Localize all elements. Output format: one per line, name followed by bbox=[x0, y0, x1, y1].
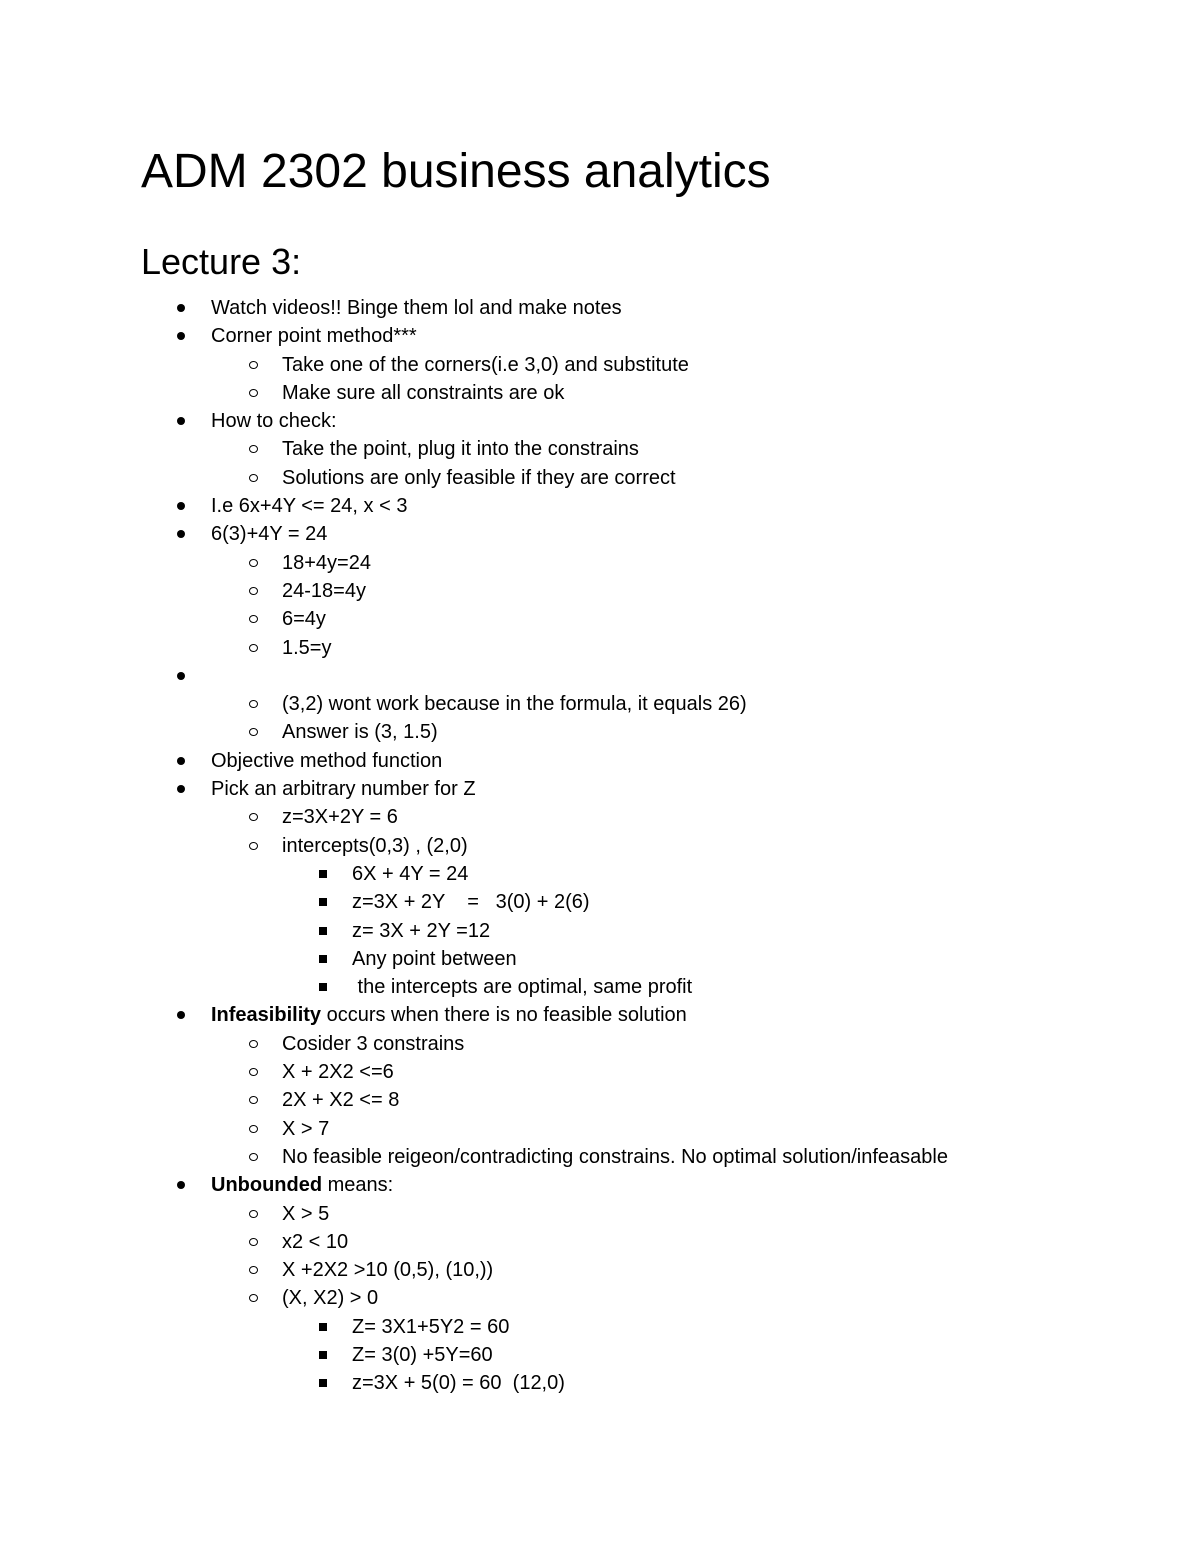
filled-circle-bullet-icon bbox=[177, 662, 193, 690]
list-item-body: Corner point method*** bbox=[211, 325, 417, 348]
list-item-body: 1.5=y bbox=[282, 636, 332, 659]
list-item-text bbox=[282, 351, 689, 379]
hollow-circle-bullet-icon bbox=[249, 1086, 265, 1114]
filled-circle-bullet-icon bbox=[177, 407, 193, 435]
list-item-text bbox=[352, 888, 590, 916]
list-item bbox=[0, 294, 1200, 322]
list-item-text bbox=[282, 634, 331, 662]
hollow-circle-bullet-icon bbox=[249, 690, 265, 718]
list-item-text bbox=[352, 1313, 509, 1341]
list-item bbox=[0, 464, 1200, 492]
list-item-body: z=3X + 5(0) = 60 (12,0) bbox=[352, 1372, 565, 1395]
hollow-circle-bullet-icon bbox=[249, 1058, 265, 1086]
list-item-text bbox=[282, 1228, 348, 1256]
filled-circle-bullet-icon bbox=[177, 294, 193, 322]
list-item-body: Cosider 3 constrains bbox=[282, 1032, 465, 1055]
list-item-body: I.e 6x+4Y <= 24, x < 3 bbox=[211, 495, 408, 518]
list-item-body: No feasible reigeon/contradicting constrains. No optimal solution/infeasable bbox=[282, 1145, 948, 1168]
list-item-text bbox=[282, 803, 398, 831]
hollow-circle-bullet-icon bbox=[249, 1030, 265, 1058]
list-item-text bbox=[282, 464, 676, 492]
list-item-body: Z= 3X1+5Y2 = 60 bbox=[352, 1315, 510, 1338]
list-item bbox=[0, 1143, 1200, 1171]
list-item-body: Solutions are only feasible if they are correct bbox=[282, 466, 676, 489]
list-item-body: occurs when there is no feasible solution bbox=[321, 1004, 687, 1027]
filled-circle-bullet-icon bbox=[177, 775, 193, 803]
list-item bbox=[0, 1171, 1200, 1199]
list-item-text bbox=[282, 1058, 394, 1086]
square-bullet-icon bbox=[319, 888, 335, 916]
hollow-circle-bullet-icon bbox=[249, 1115, 265, 1143]
list-item bbox=[0, 945, 1200, 973]
list-item-body: the intercepts are optimal, same profit bbox=[352, 976, 693, 999]
hollow-circle-bullet-icon bbox=[249, 1143, 265, 1171]
filled-circle-bullet-icon bbox=[177, 322, 193, 350]
list-item-text bbox=[211, 492, 407, 520]
list-item-text bbox=[211, 520, 327, 548]
document-title: ADM 2302 business analytics bbox=[141, 145, 771, 198]
list-item-text bbox=[211, 747, 442, 775]
list-item-text bbox=[282, 690, 747, 718]
list-item bbox=[0, 1058, 1200, 1086]
list-item-body: z=3X + 2Y = 3(0) + 2(6) bbox=[352, 891, 590, 914]
list-item-term: Unbounded bbox=[211, 1174, 323, 1197]
list-item-text bbox=[352, 1369, 565, 1397]
square-bullet-icon bbox=[319, 1369, 335, 1397]
hollow-circle-bullet-icon bbox=[249, 832, 265, 860]
hollow-circle-bullet-icon bbox=[249, 1284, 265, 1312]
list-item-text bbox=[282, 1030, 464, 1058]
filled-circle-bullet-icon bbox=[177, 520, 193, 548]
list-item bbox=[0, 1030, 1200, 1058]
list-item-text bbox=[282, 1086, 399, 1114]
list-item bbox=[0, 747, 1200, 775]
list-item-body: X + 2X2 <=6 bbox=[282, 1061, 394, 1084]
list-item bbox=[0, 803, 1200, 831]
hollow-circle-bullet-icon bbox=[249, 351, 265, 379]
list-item bbox=[0, 860, 1200, 888]
list-item-body: Z= 3(0) +5Y=60 bbox=[352, 1343, 493, 1366]
hollow-circle-bullet-icon bbox=[249, 718, 265, 746]
list-item bbox=[0, 1341, 1200, 1369]
list-item-body: Any point between bbox=[352, 947, 517, 970]
list-item bbox=[0, 690, 1200, 718]
filled-circle-bullet-icon bbox=[177, 1171, 193, 1199]
list-item-text bbox=[352, 860, 468, 888]
hollow-circle-bullet-icon bbox=[249, 549, 265, 577]
list-item bbox=[0, 407, 1200, 435]
list-item-text bbox=[282, 379, 564, 407]
list-item bbox=[0, 435, 1200, 463]
list-item bbox=[0, 634, 1200, 662]
list-item-text bbox=[282, 1284, 378, 1312]
hollow-circle-bullet-icon bbox=[249, 464, 265, 492]
square-bullet-icon bbox=[319, 1313, 335, 1341]
list-item bbox=[0, 379, 1200, 407]
list-item-body: Take one of the corners(i.e 3,0) and substitute bbox=[282, 353, 689, 376]
list-item bbox=[0, 520, 1200, 548]
list-item bbox=[0, 775, 1200, 803]
list-item-body: means: bbox=[322, 1174, 394, 1197]
square-bullet-icon bbox=[319, 917, 335, 945]
list-item-body: Answer is (3, 1.5) bbox=[282, 721, 438, 744]
lecture-heading: Lecture 3: bbox=[141, 241, 302, 282]
list-item-text bbox=[282, 435, 639, 463]
list-item-text bbox=[282, 605, 326, 633]
list-item-body: How to check: bbox=[211, 410, 337, 433]
list-item-body: x2 < 10 bbox=[282, 1230, 349, 1253]
square-bullet-icon bbox=[319, 1341, 335, 1369]
list-item-body: 24-18=4y bbox=[282, 579, 366, 602]
hollow-circle-bullet-icon bbox=[249, 634, 265, 662]
list-item-body: 6=4y bbox=[282, 608, 326, 631]
list-item-body: 18+4y=24 bbox=[282, 551, 371, 574]
hollow-circle-bullet-icon bbox=[249, 1200, 265, 1228]
list-item bbox=[0, 549, 1200, 577]
list-item-body: Make sure all constraints are ok bbox=[282, 381, 565, 404]
list-item-text bbox=[211, 1171, 393, 1199]
list-item-body: Objective method function bbox=[211, 749, 443, 772]
list-item bbox=[0, 888, 1200, 916]
list-item bbox=[0, 1228, 1200, 1256]
list-item-body: 6X + 4Y = 24 bbox=[352, 862, 469, 885]
hollow-circle-bullet-icon bbox=[249, 577, 265, 605]
square-bullet-icon bbox=[319, 973, 335, 1001]
list-item-text bbox=[352, 973, 692, 1001]
hollow-circle-bullet-icon bbox=[249, 435, 265, 463]
list-item-text bbox=[211, 1001, 687, 1029]
filled-circle-bullet-icon bbox=[177, 1001, 193, 1029]
list-item-body: Take the point, plug it into the constrains bbox=[282, 438, 639, 461]
list-item-body: (3,2) wont work because in the formula, it equals 26) bbox=[282, 693, 747, 716]
list-item bbox=[0, 351, 1200, 379]
notes-outline bbox=[0, 294, 1200, 1398]
list-item-text bbox=[352, 917, 490, 945]
list-item-body: Pick an arbitrary number for Z bbox=[211, 778, 476, 801]
list-item bbox=[0, 1001, 1200, 1029]
list-item bbox=[0, 832, 1200, 860]
list-item-text bbox=[282, 577, 366, 605]
hollow-circle-bullet-icon bbox=[249, 1228, 265, 1256]
hollow-circle-bullet-icon bbox=[249, 1256, 265, 1284]
list-item bbox=[0, 917, 1200, 945]
list-item bbox=[0, 1313, 1200, 1341]
hollow-circle-bullet-icon bbox=[249, 605, 265, 633]
list-item-body: z= 3X + 2Y =12 bbox=[352, 919, 491, 942]
hollow-circle-bullet-icon bbox=[249, 379, 265, 407]
list-item bbox=[0, 1256, 1200, 1284]
list-item bbox=[0, 492, 1200, 520]
list-item-text bbox=[352, 945, 517, 973]
list-item bbox=[0, 1115, 1200, 1143]
list-item-text bbox=[211, 294, 622, 322]
list-item-text bbox=[211, 775, 476, 803]
list-item-text bbox=[211, 407, 337, 435]
list-item bbox=[0, 718, 1200, 746]
list-item-term: Infeasibility bbox=[211, 1004, 322, 1027]
list-item bbox=[0, 662, 1200, 690]
list-item-body: X > 7 bbox=[282, 1117, 330, 1140]
list-item-body: X > 5 bbox=[282, 1202, 330, 1225]
filled-circle-bullet-icon bbox=[177, 492, 193, 520]
list-item-text bbox=[282, 1143, 948, 1171]
list-item bbox=[0, 973, 1200, 1001]
list-item-text bbox=[282, 718, 438, 746]
hollow-circle-bullet-icon bbox=[249, 803, 265, 831]
list-item-body: Watch videos!! Binge them lol and make notes bbox=[211, 297, 622, 319]
list-item-text bbox=[352, 1341, 493, 1369]
list-item bbox=[0, 1086, 1200, 1114]
list-item-text bbox=[282, 549, 371, 577]
square-bullet-icon bbox=[319, 945, 335, 973]
list-item-text bbox=[211, 322, 417, 350]
filled-circle-bullet-icon bbox=[177, 747, 193, 775]
list-item bbox=[0, 577, 1200, 605]
list-item-text bbox=[282, 1115, 329, 1143]
list-item-body: 2X + X2 <= 8 bbox=[282, 1089, 400, 1112]
list-item bbox=[0, 1284, 1200, 1312]
list-item-text bbox=[282, 1200, 329, 1228]
list-item-body: z=3X+2Y = 6 bbox=[282, 806, 398, 829]
list-item-text bbox=[282, 832, 468, 860]
list-item bbox=[0, 1200, 1200, 1228]
square-bullet-icon bbox=[319, 860, 335, 888]
list-item-text bbox=[282, 1256, 493, 1284]
list-item bbox=[0, 1369, 1200, 1397]
list-item-body: 6(3)+4Y = 24 bbox=[211, 523, 328, 546]
list-item-body: intercepts(0,3) , (2,0) bbox=[282, 834, 468, 857]
list-item-body: (X, X2) > 0 bbox=[282, 1287, 379, 1310]
list-item bbox=[0, 322, 1200, 350]
list-item-body: X +2X2 >10 (0,5), (10,)) bbox=[282, 1259, 494, 1282]
list-item bbox=[0, 605, 1200, 633]
